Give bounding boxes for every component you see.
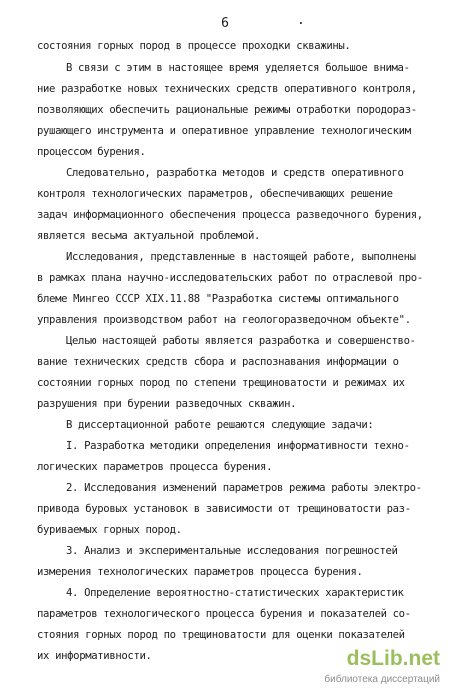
text-line: рушающего инструмента и оперативное управление технологическим xyxy=(37,125,411,137)
watermark-subtitle: библиотека диссертаций xyxy=(324,674,440,685)
text-line: 4. Определение вероятностно-статистических характеристик xyxy=(66,587,404,599)
text-line: параметров технологического процесса бурения и показателей со- xyxy=(37,608,411,620)
text-line: 2. Исследования изменений параметров режима работы электро- xyxy=(66,482,422,494)
text-line: состояния горных пород в процессе проходки скважины. xyxy=(37,40,351,52)
text-line: I. Разработка методики определения информативности техно- xyxy=(66,440,410,452)
text-line: 3. Анализ и экспериментальные исследования погрешностей xyxy=(66,545,398,557)
text-line: позволяющих обеспечить рациональные режимы отработки породораз- xyxy=(37,104,417,116)
text-line: Исследования, представленные в настоящей работе, выполнены xyxy=(66,251,416,263)
text-line: измерения технологических параметров процесса бурения. xyxy=(37,566,363,578)
text-line: в рамках плана научно-исследовательских работ по отраслевой про- xyxy=(37,272,423,284)
text-line: состоянии горных пород по степени трещиноватости и режимах их xyxy=(37,377,405,389)
text-line: В диссертационной работе решаются следующие задачи: xyxy=(66,419,374,431)
text-line: задач информационного обеспечения процесса разведочного бурения, xyxy=(37,209,423,221)
text-line: разрушения при бурении разведочных скважин. xyxy=(37,398,297,410)
text-line: Целью настоящей работы является разработка и совершенство- xyxy=(66,335,416,347)
text-line: блеме Мингео СССР XIX.11.88 "Разработка системы оптимального xyxy=(37,293,399,305)
text-line: Следовательно, разработка методов и средств оперативного xyxy=(66,167,404,179)
text-line: управления производством работ на геологоразведочном объекте". xyxy=(37,314,411,326)
text-line: логических параметров процесса бурения. xyxy=(37,461,273,473)
text-line: процессом бурения. xyxy=(37,146,146,158)
text-line: ние разработке новых технических средств оперативного контроля, xyxy=(37,83,417,95)
text-line: В связи с этим в настоящее время уделяется большое внима- xyxy=(66,62,410,74)
text-line: является весьма актуальной проблемой. xyxy=(37,230,261,242)
text-line: привода буровых установок в зависимости от трещиноватости раз- xyxy=(37,503,411,515)
text-line: их информативности. xyxy=(37,650,152,662)
text-line: буриваемых горных пород. xyxy=(37,524,182,536)
text-line: вание технических средств сбора и распознавания информации о xyxy=(37,356,399,368)
page-number: 6 xyxy=(221,16,229,31)
watermark-logo: dsLib.net xyxy=(346,647,440,670)
text-line: контроля технологических параметров, обеспечивающих решение xyxy=(37,188,393,200)
text-line: стояния горных пород по трещиноватости для оценки показателей xyxy=(37,629,405,641)
watermark xyxy=(324,647,440,691)
page-number-dot: . xyxy=(297,13,305,28)
